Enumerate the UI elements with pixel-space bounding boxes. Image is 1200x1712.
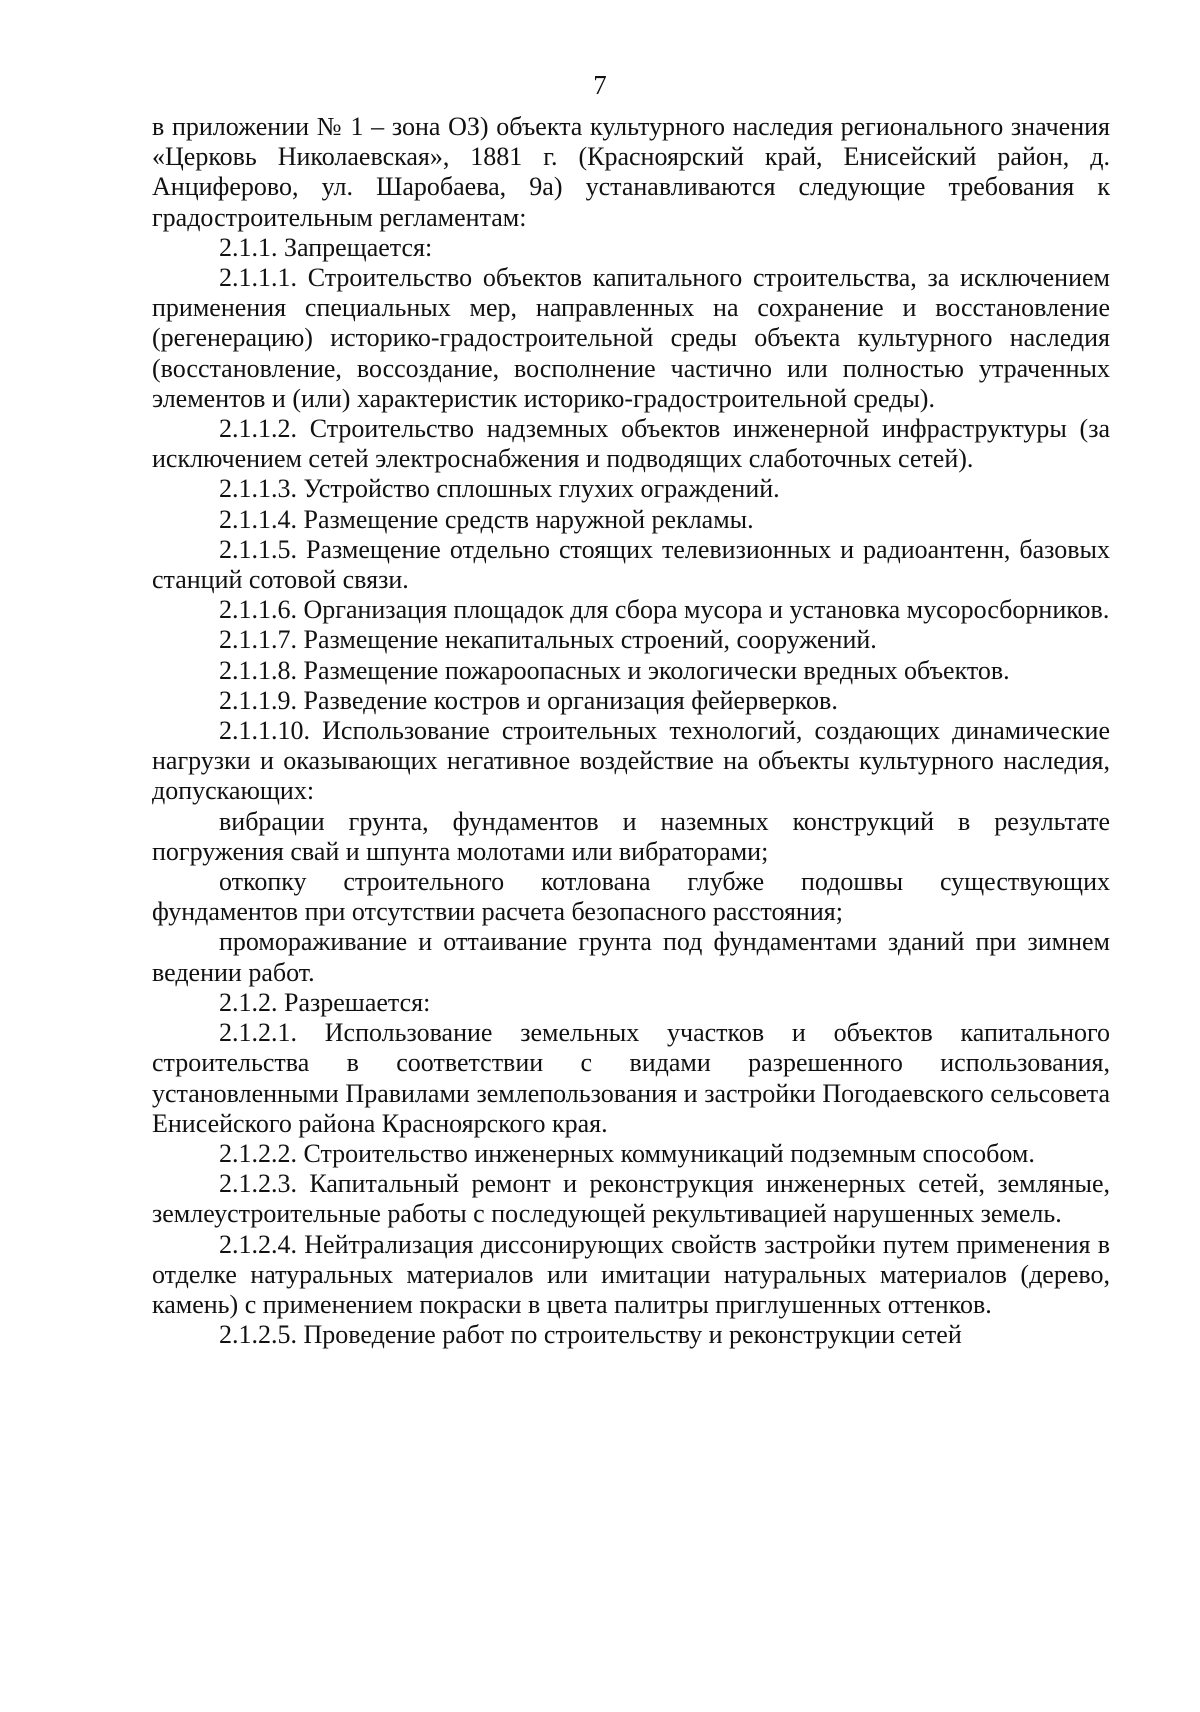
paragraph: 2.1.1.6. Организация площадок для сбора мусора и установка мусоросборников. (219, 595, 1110, 625)
paragraph: откопку строительного котлована глубже подошвы существующих фундаментов при отсутствии расчета безопасного расстояния; (152, 867, 1110, 927)
paragraph: 2.1.1.9. Разведение костров и организация фейерверков. (219, 685, 838, 715)
paragraph: 2.1.2.1. Использование земельных участков и объектов капитального строительства в соответствии с видами разрешенного использования, установленными Правилами землепользования и застройки Погодаевского сельсовета Енисейского района Красноярского края. (152, 1018, 1110, 1138)
paragraph: 2.1.1.3. Устройство сплошных глухих ограждений. (219, 474, 780, 504)
paragraph: 2.1.1.7. Размещение некапитальных строений, сооружений. (219, 625, 877, 655)
paragraph: 2.1.2.2. Строительство инженерных коммуникаций подземным способом. (219, 1138, 1035, 1168)
paragraph: 2.1.1.2. Строительство надземных объектов инженерной инфраструктуры (за исключением сетей электроснабжения и подводящих слаботочных сетей). (152, 414, 1110, 474)
paragraph: в приложении № 1 – зона ОЗ) объекта культурного наследия регионального значения «Церковь Николаевская», 1881 г. (Красноярский край, Енисейский район, д. Анциферово, ул. Шаробаева, 9а) устанавливаются следующие требования к градостроительным регламентам: (152, 112, 1110, 232)
paragraph: 2.1.2.3. Капитальный ремонт и реконструкция инженерных сетей, земляные, землеустроительные работы с последующей рекультивацией нарушенных земель. (152, 1169, 1110, 1229)
paragraph: промораживание и оттаивание грунта под фундаментами зданий при зимнем ведении работ. (152, 927, 1110, 987)
paragraph: 2.1.1. Запрещается: (219, 232, 433, 262)
paragraph: 2.1.1.8. Размещение пожароопасных и экологически вредных объектов. (219, 655, 1010, 685)
paragraph: 2.1.2.5. Проведение работ по строительству и реконструкции сетей (219, 1320, 962, 1350)
paragraph: 2.1.2.4. Нейтрализация диссонирующих свойств застройки путем применения в отделке натуральных материалов или имитации натуральных материалов (дерево, камень) с применением покраски в цвета палитры приглушенных оттенков. (152, 1229, 1110, 1319)
page-number: 7 (593, 70, 607, 100)
document-body (152, 112, 1110, 1350)
paragraph: 2.1.2. Разрешается: (219, 987, 431, 1017)
paragraph: 2.1.1.10. Использование строительных технологий, создающих динамические нагрузки и оказывающих негативное воздействие на объекты культурного наследия, допускающих: (152, 716, 1110, 806)
paragraph: вибрации грунта, фундаментов и наземных конструкций в результате погружения свай и шпунта молотами или вибраторами; (152, 806, 1110, 866)
paragraph: 2.1.1.5. Размещение отдельно стоящих телевизионных и радиоантенн, базовых станций сотовой связи. (152, 534, 1110, 595)
paragraph: 2.1.1.1. Строительство объектов капитального строительства, за исключением применения специальных мер, направленных на сохранение и восстановление (регенерацию) историко-градостроительной среды объекта культурного наследия (восстановление, воссоздание, восполнение частично или полностью утраченных элементов и (или) характеристик историко-градостроительной среды). (152, 263, 1110, 413)
paragraph: 2.1.1.4. Размещение средств наружной рекламы. (219, 504, 754, 534)
